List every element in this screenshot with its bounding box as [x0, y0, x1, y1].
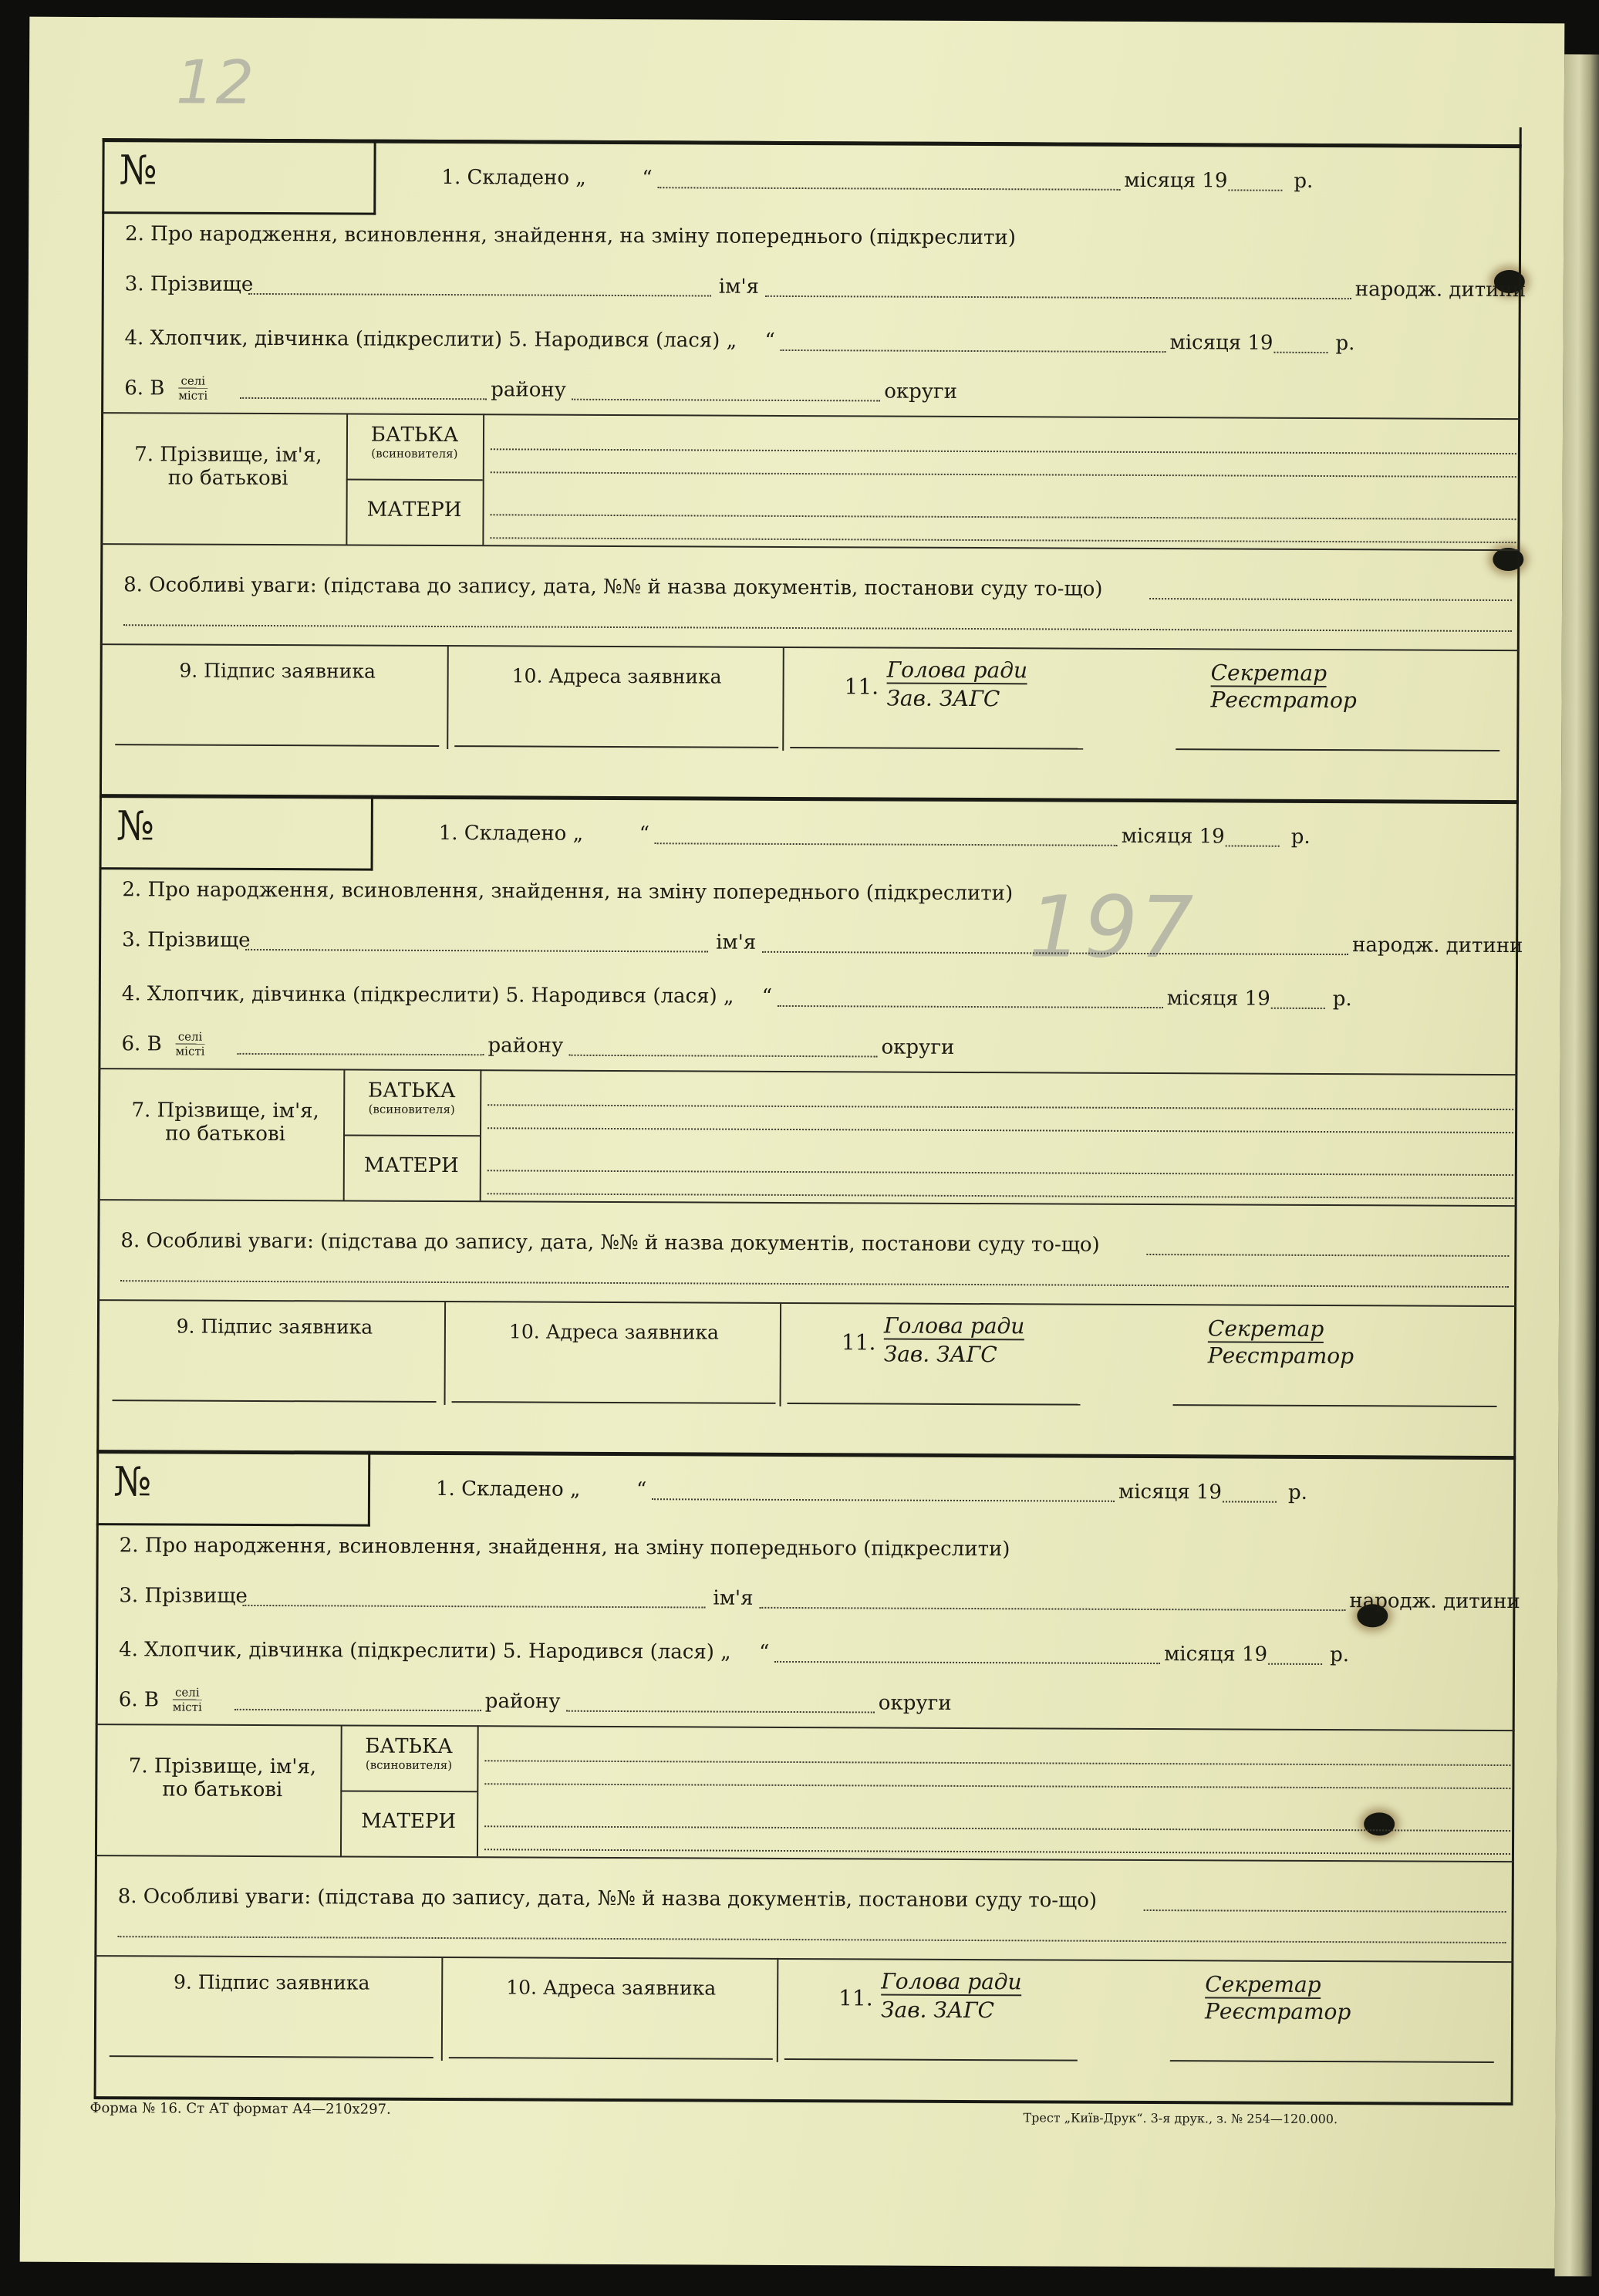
birth-record: [96, 794, 1523, 1456]
given-name-label: ім'я: [718, 275, 759, 299]
surname-field[interactable]: [242, 1605, 705, 1609]
applicant-address-label: 10. Адреса заявника: [506, 1976, 717, 2000]
given-name-field[interactable]: [762, 951, 1348, 955]
father-name-field[interactable]: [487, 1104, 1513, 1110]
given-name-label: ім'я: [713, 1586, 754, 1610]
form-number: Форма № 16. Ст АТ формат А4—210х297.: [89, 2100, 391, 2118]
father-name-field[interactable]: [484, 1760, 1510, 1766]
birth-year-suffix: р.: [1330, 1643, 1350, 1667]
place-label: 6. В: [124, 376, 165, 400]
applicant-signature-label: 9. Підпис заявника: [173, 1970, 370, 1994]
registrar-label: Реєстратор: [1207, 1342, 1354, 1369]
mother-label: МАТЕРИ: [361, 1809, 457, 1834]
quote-mark: “: [761, 984, 773, 1008]
child-label: народж. дитини: [1354, 278, 1526, 302]
remarks-field-2[interactable]: [117, 1936, 1506, 1943]
mother-name-field-2[interactable]: [490, 537, 1516, 543]
father-name-field-2[interactable]: [487, 1127, 1513, 1133]
birth-year-suffix: р.: [1332, 988, 1352, 1011]
number-sign: №: [113, 1459, 152, 1506]
village-label: селі: [176, 1030, 205, 1045]
year-field[interactable]: [1223, 1501, 1277, 1502]
council-head-label: Голова ради: [883, 1312, 1025, 1339]
record-type-line: 2. Про народження, всиновлення, знайдення, на зміну попереднього (підкреслити): [119, 1534, 1010, 1562]
record-type-line: 2. Про народження, всиновлення, знайдення, на зміну попереднього (підкреслити): [122, 878, 1014, 906]
official-number: 11.: [841, 1329, 876, 1356]
zags-head-label: Зав. ЗАГС: [883, 1341, 997, 1368]
birth-month-label: місяця 19: [1169, 331, 1273, 355]
remarks-field[interactable]: [1144, 1909, 1506, 1913]
birth-year-field[interactable]: [1268, 1663, 1322, 1665]
mother-name-field-2[interactable]: [487, 1193, 1513, 1199]
secretary-label: Секретар: [1207, 1315, 1324, 1342]
father-label: БАТЬКА: [365, 1734, 453, 1759]
form-sheet: [20, 17, 1565, 2269]
remarks-label: 8. Особливі уваги: (підстава до запису, дата, №№ й назва документів, постанови суду то-що): [123, 573, 1103, 601]
date-field[interactable]: [657, 187, 1120, 191]
parents-label: 7. Прізвище, ім'я,: [128, 1754, 317, 1779]
mother-name-field[interactable]: [484, 1825, 1510, 1832]
applicant-signature-label: 9. Підпис заявника: [179, 659, 376, 683]
birth-record: [94, 1450, 1520, 2112]
record-type-line: 2. Про народження, всиновлення, знайдення, на зміну попереднього (підкреслити): [125, 222, 1016, 250]
printer-info: Трест „Київ-Друк“. 3-я друк., з. № 254—120.000.: [1023, 2110, 1338, 2127]
remarks-field[interactable]: [1146, 1254, 1509, 1257]
official-number: 11.: [838, 1985, 873, 2011]
okrug-label: округи: [881, 1035, 955, 1059]
birth-month-label: місяця 19: [1166, 987, 1270, 1011]
council-head-label: Голова ради: [881, 1968, 1022, 1995]
father-note: (всиновителя): [365, 1757, 453, 1773]
birth-year-suffix: р.: [1335, 332, 1355, 356]
father-note: (всиновителя): [371, 446, 458, 461]
mother-name-field-2[interactable]: [484, 1849, 1510, 1855]
district-label: району: [491, 378, 567, 402]
mother-label: МАТЕРИ: [363, 1153, 459, 1178]
year-field[interactable]: [1226, 845, 1280, 846]
birth-year-field[interactable]: [1273, 352, 1327, 353]
year-suffix: р.: [1287, 1481, 1308, 1504]
quote-mark: “: [642, 167, 653, 191]
zags-head-label: Зав. ЗАГС: [886, 685, 1000, 712]
town-label: місті: [178, 388, 208, 403]
village-label: селі: [173, 1686, 202, 1700]
surname-label: 3. Прізвище: [122, 928, 251, 952]
surname-label: 3. Прізвище: [119, 1584, 248, 1608]
given-name-field[interactable]: [765, 295, 1351, 299]
quote-mark: “: [636, 1478, 647, 1502]
mother-label: МАТЕРИ: [366, 498, 462, 522]
remarks-field[interactable]: [1149, 598, 1512, 601]
quote-mark: “: [639, 822, 650, 846]
surname-field[interactable]: [245, 949, 708, 953]
father-name-field-2[interactable]: [484, 1783, 1510, 1789]
secretary-label: Секретар: [1210, 660, 1327, 687]
district-field[interactable]: [572, 399, 880, 402]
town-label: місті: [172, 1700, 202, 1714]
surname-label: 3. Прізвище: [124, 272, 254, 296]
district-field[interactable]: [568, 1055, 877, 1058]
applicant-address-label: 10. Адреса заявника: [511, 664, 722, 688]
secretary-label: Секретар: [1205, 1971, 1321, 1998]
mother-name-field[interactable]: [491, 514, 1516, 520]
year-suffix: р.: [1294, 169, 1314, 193]
gender-birth-label: 4. Хлопчик, дівчинка (підкреслити) 5. Народився (лася) „: [124, 326, 737, 353]
year-field[interactable]: [1228, 189, 1282, 191]
district-label: району: [484, 1690, 561, 1714]
official-number: 11.: [844, 674, 879, 700]
father-name-field-2[interactable]: [491, 471, 1516, 478]
remarks-label: 8. Особливі уваги: (підстава до запису, дата, №№ й назва документів, постанови суду то-що): [117, 1885, 1098, 1913]
father-note: (всиновителя): [368, 1102, 455, 1117]
village-label: селі: [178, 374, 207, 389]
place-label: 6. В: [121, 1032, 162, 1056]
birth-record: [100, 138, 1526, 800]
page-edge: [1555, 54, 1599, 2276]
remarks-field-2[interactable]: [120, 1280, 1509, 1288]
parents-label-2: по батькові: [167, 466, 288, 491]
month-label: місяця 19: [1118, 1480, 1223, 1504]
month-label: місяця 19: [1121, 824, 1225, 849]
remarks-field-2[interactable]: [123, 624, 1512, 632]
parents-label-2: по батькові: [162, 1778, 283, 1802]
child-label: народж. дитини: [1352, 934, 1523, 958]
month-label: місяця 19: [1124, 168, 1228, 193]
compiled-label: 1. Складено „: [438, 821, 584, 846]
okrug-label: округи: [884, 380, 958, 403]
handwritten-mark-middle: 197: [1027, 877, 1196, 977]
okrug-label: округи: [878, 1691, 952, 1715]
applicant-address-label: 10. Адреса заявника: [508, 1320, 719, 1344]
father-label: БАТЬКА: [367, 1079, 456, 1103]
mother-name-field[interactable]: [487, 1170, 1513, 1176]
given-name-label: ім'я: [716, 930, 757, 954]
father-label: БАТЬКА: [370, 423, 459, 447]
quote-mark: “: [759, 1640, 770, 1664]
remarks-label: 8. Особливі уваги: (підстава до запису, дата, №№ й назва документів, постанови суду то-що): [120, 1229, 1100, 1257]
parents-label: 7. Прізвище, ім'я,: [134, 443, 322, 468]
birth-date-field[interactable]: [778, 1005, 1163, 1008]
parents-label-2: по батькові: [165, 1122, 285, 1146]
given-name-field[interactable]: [759, 1607, 1345, 1611]
birth-date-field[interactable]: [774, 1661, 1160, 1664]
town-label: місті: [175, 1044, 205, 1059]
year-suffix: р.: [1290, 825, 1311, 849]
handwritten-mark-top: 12: [175, 48, 256, 118]
gender-birth-label: 4. Хлопчик, дівчинка (підкреслити) 5. Народився (лася) „: [121, 982, 734, 1008]
registrar-label: Реєстратор: [1205, 1998, 1351, 2025]
birth-year-field[interactable]: [1271, 1008, 1325, 1009]
compiled-label: 1. Складено „: [435, 1477, 581, 1501]
date-field[interactable]: [655, 842, 1118, 846]
birth-month-label: місяця 19: [1164, 1643, 1268, 1666]
surname-field[interactable]: [248, 293, 711, 297]
place-field[interactable]: [234, 1709, 481, 1711]
compiled-label: 1. Складено „: [441, 166, 586, 190]
district-label: району: [487, 1034, 564, 1058]
zags-head-label: Зав. ЗАГС: [881, 1997, 995, 2024]
number-sign: №: [119, 147, 157, 194]
place-label: 6. В: [118, 1688, 160, 1712]
quote-mark: “: [764, 329, 775, 353]
place-field[interactable]: [240, 397, 487, 400]
father-name-field[interactable]: [491, 448, 1516, 454]
parents-label: 7. Прізвище, ім'я,: [131, 1099, 319, 1123]
district-field[interactable]: [566, 1710, 875, 1714]
number-sign: №: [116, 803, 155, 850]
birth-date-field[interactable]: [780, 349, 1166, 353]
applicant-signature-label: 9. Підпис заявника: [176, 1315, 373, 1339]
place-field[interactable]: [237, 1053, 484, 1055]
date-field[interactable]: [652, 1498, 1115, 1502]
gender-birth-label: 4. Хлопчик, дівчинка (підкреслити) 5. Народився (лася) „: [119, 1638, 731, 1664]
registrar-label: Реєстратор: [1210, 687, 1357, 714]
council-head-label: Голова ради: [886, 657, 1028, 684]
child-label: народж. дитини: [1349, 1589, 1520, 1614]
